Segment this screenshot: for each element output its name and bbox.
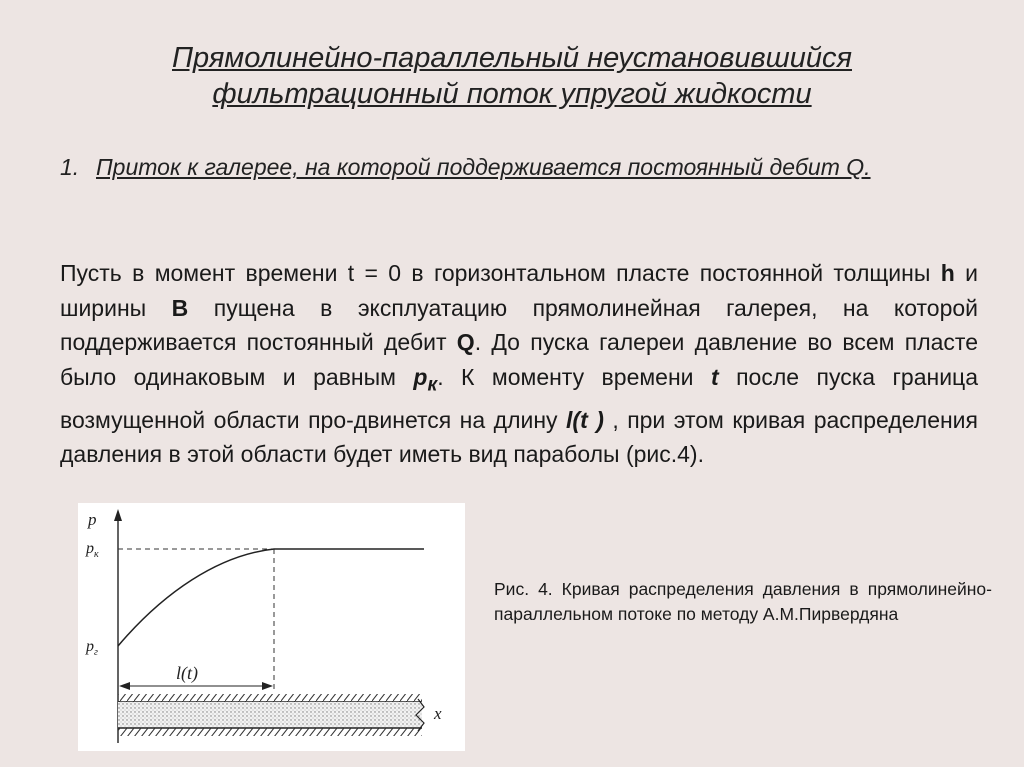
title-line-2: фильтрационный поток упругой жидкости bbox=[212, 78, 812, 110]
length-symbol: l(t ) bbox=[566, 406, 604, 433]
body-paragraph bbox=[60, 256, 978, 472]
pg-label: $p_г$ bbox=[86, 638, 98, 658]
list-item-text: Приток к галерее, на которой поддерживается постоянный дебит Q. bbox=[96, 154, 871, 180]
pk-label: $p_к$ bbox=[86, 540, 99, 560]
pressure-pk-symbol bbox=[413, 363, 438, 396]
flow-rate-symbol: Q bbox=[456, 329, 475, 355]
para-text-4: . До пуска галереи давление во всем пласте было одинаковым и равным bbox=[60, 329, 978, 390]
lt-arrow-right bbox=[262, 682, 273, 690]
lt-arrow-left bbox=[119, 682, 130, 690]
para-text-6: после пуска граница возмущенной области про-двинется на длину bbox=[60, 363, 979, 433]
title-line-1: Прямолинейно-параллельный неустановившийся bbox=[172, 42, 852, 74]
figure-svg bbox=[78, 503, 465, 751]
figure-caption: Рис. 4. Кривая распределения давления в прямолинейно-параллельном потоке по методу А.М.Пирвердяна bbox=[494, 579, 992, 624]
list-item bbox=[60, 152, 978, 183]
x-axis-label: x bbox=[434, 704, 442, 723]
para-text-5: . К моменту времени bbox=[437, 363, 711, 390]
list-item-number: 1. bbox=[60, 154, 80, 180]
width-symbol: B bbox=[171, 294, 189, 321]
pk-sub: к bbox=[427, 374, 438, 396]
para-text-3: пущена в эксплуатацию прямолинейная галерея, на которой поддерживается постоянный дебит bbox=[60, 294, 979, 355]
thickness-symbol: h bbox=[940, 260, 955, 286]
para-text-7: , при этом кривая распределения давления в этой области будет иметь вид параболы (рис.4). bbox=[60, 406, 978, 468]
stratum-layer bbox=[118, 702, 422, 728]
slide-title bbox=[0, 40, 1024, 112]
pressure-distribution-figure bbox=[78, 503, 465, 751]
y-axis-label: p bbox=[88, 510, 97, 529]
para-text-2: и ширины bbox=[60, 260, 978, 321]
pk-base: р bbox=[413, 363, 428, 390]
para-text-1: Пусть в момент времени t = 0 в горизонтальном пласте постоянной толщины bbox=[60, 260, 941, 286]
bottom-hatch bbox=[118, 728, 422, 736]
top-hatch bbox=[118, 694, 422, 702]
pressure-curve bbox=[118, 549, 274, 646]
time-symbol: t bbox=[710, 363, 719, 390]
y-axis-arrow bbox=[114, 509, 122, 521]
lt-label: l(t) bbox=[176, 663, 198, 683]
